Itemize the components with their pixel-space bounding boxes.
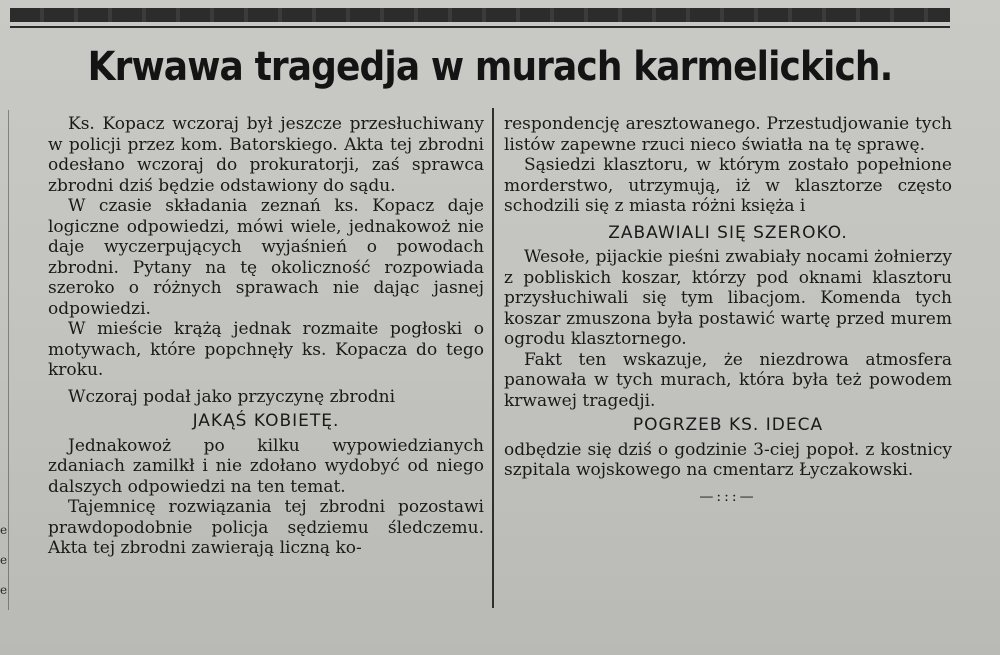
- top-border-rule: [10, 8, 950, 22]
- paragraph: W czasie składania zeznań ks. Kopacz daje logiczne odpowiedzi, mówi wiele, jednakowoż nie daje wyczerpujących wyjaśnień o powodach zbrodni. Pytany na tę okoliczność rozpowiada szeroko o różnych sprawach nie dając jasnej odpowiedzi.: [48, 196, 484, 319]
- paragraph: Fakt ten wskazuje, że niezdrowa atmosfera panowała w tych murach, która była też powodem krwawej tragedji.: [504, 349, 952, 411]
- left-column: [48, 114, 484, 559]
- margin-mark: e: [0, 523, 8, 537]
- subheading: JAKĄŚ KOBIETĘ.: [192, 411, 340, 431]
- paragraph: respondencję aresztowanego. Przestudjowanie tych listów zapewne rzuci nieco światła na tę sprawę.: [504, 114, 952, 155]
- paragraph: odbędzie się dziś o godzinie 3-ciej popoł. z kostnicy szpitala wojskowego na cmentarz Łyczakowski.: [504, 439, 952, 480]
- paragraph: Tajemnicę rozwiązania tej zbrodni pozostawi prawdopodobnie policja sędziemu śledczemu. Akta tej zbrodni zawierają liczną ko-: [48, 497, 484, 558]
- margin-mark: e: [0, 553, 8, 567]
- paragraph: Jednakowoż po kilku wypowiedzianych zdaniach zamilkł i nie zdołano wydobyć od niego dalszych odpowiedzi na ten temat.: [48, 435, 484, 497]
- paragraph: Wesołe, pijackie pieśni zwabiały nocami żołnierzy z pobliskich koszar, którzy pod oknami klasztoru przysłuchiwali się tym libacjom. Komenda tych koszar zmuszona była postawić wartę przed murem ogrodu klasztornego.: [504, 247, 952, 349]
- headline: Krwawa tragedja w murach karmelickich.: [87, 44, 893, 90]
- subheading: POGRZEB KS. IDECA: [632, 415, 824, 435]
- paragraph: Ks. Kopacz wczoraj był jeszcze przesłuchiwany w policji przez kom. Batorskiego. Akta tej zbrodni odesłano wczoraj do prokuratorji, zaś sprawca zbrodni dziś będzie odstawiony do sądu.: [48, 114, 484, 196]
- margin-mark: e: [0, 583, 8, 597]
- column-divider: [492, 108, 494, 608]
- right-column: [504, 114, 952, 507]
- paragraph: W mieście krążą jednak rozmaite pogłoski o motywach, które popchnęły ks. Kopacza do tego kroku.: [48, 319, 484, 380]
- end-mark: —:::—: [699, 488, 757, 505]
- margin-marks: [0, 515, 10, 605]
- subheading: ZABAWIALI SIĘ SZEROKO.: [608, 222, 848, 243]
- paragraph: Wczoraj podał jako przyczynę zbrodni: [68, 386, 396, 407]
- paragraph: Sąsiedzi klasztoru, w którym zostało popełnione morderstwo, utrzymują, iż w klasztorze często schodzili się z miasta różni księża i: [504, 155, 952, 216]
- top-thin-rule: [10, 26, 950, 28]
